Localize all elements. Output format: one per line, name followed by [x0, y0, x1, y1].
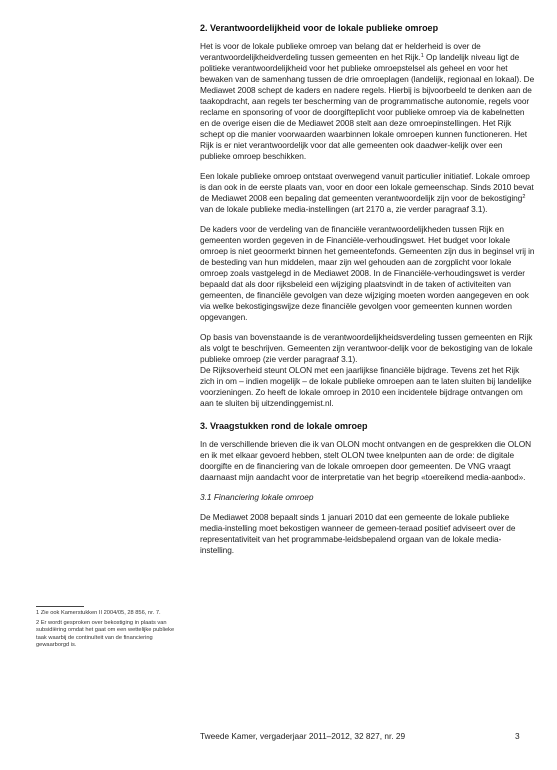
section-2-paragraph-2 [200, 171, 535, 215]
section-2-paragraph-1-text: de verantwoordelijkheidverdeling tussen gemeenten en het Rijk. [200, 41, 481, 62]
footnote-ref-2[interactable]: 2 [522, 194, 526, 200]
page-footer: Tweede Kamer, vergaderjaar 2011–2012, 32 827, nr. 29 [200, 731, 406, 741]
section-2-paragraph-5: De Rijksoverheid steunt OLON met een jaarlijkse financiële bijdrage. Tevens zet het Rijk zich in om – indien mogelijk – de lokale publieke omroepen aan te laten sluiten bij landelijke voorzieningen. Zo heeft de lokale omroep in 2010 een incidentele bijdrage ontvangen om aan te sluiten bij uitzendinggemist.nl. [200, 365, 532, 408]
section-3-title: 3. Vraagstukken rond de lokale omroep [200, 421, 368, 431]
section-2-paragraph-2-text: Een lokale publieke omroep ontstaat overwegend vanuit particulier initiatief. Lokale omroep is dan ook in de eerste plaats van, voor en door een lokale gemeenschap. Sinds 2010 bevat de Mediawet 2008 een bepaling dat gemeenten verantwoordelijk zijn voor de bekostiging [200, 171, 534, 203]
section-2-title: 2. Verantwoordelijkheid voor de lokale publieke omroep [200, 23, 439, 33]
section-2-paragraph-1 [200, 41, 535, 162]
section-3-paragraph-2: De Mediawet 2008 bepaalt sinds 1 januari 2010 dat een gemeente de lokale publieke media-instelling moet bekostigen wanneer de gemeen-teraad positief adviseert over de representativiteit van het programmabe-leidsbepalend orgaan van de lokale media-instelling. [200, 512, 516, 555]
section-3-paragraph-1: In de verschillende brieven die ik van OLON mocht ontvangen en de gesprekken die OLON en ik met elkaar gevoerd hebben, stelt OLON twee knelpunten aan de orde: de digitale doorgifte en de financiering van de lokale omroepen door gemeenten. De VNG vraagt daarnaast mijn aandacht voor de interpretatie van het begrip «toereikend media-aanbod». [200, 439, 532, 482]
section-2-paragraph-1-line: Het is voor de lokale publieke omroep van belang dat er helderheid is over [200, 41, 470, 51]
main-column [200, 22, 535, 565]
footnote-ref-1[interactable]: 1 [420, 53, 424, 59]
section-2-paragraph-1-rest: Op landelijk niveau ligt de politieke verantwoordelijkheid voor het publieke omroepstelsel als geheel en voor het bewaken van de samenhang tussen de drie omroeplagen (landelijk, regionaal en lokaal). De Mediawet 2008 schept de kaders en nadere regels. Hierbij is bijvoorbeeld te denken aan de taakopdracht, aan regels ter bescherming van de programmatische autonomie, regels voor reclame en sponsoring of voor de doorgifteplicht voor publieke omroep via de kabelnetten en de overige eisen die de Mediawet 2008 stelt aan deze omroepinstellingen. Het Rijk schept op die manier voorwaarden waarbinnen lokale omroepen kunnen functioneren. Het Rijk is er niet verantwoordelijk voor dat alle gemeenten ook daadwer-kelijk over een publieke omroep beschikken. [200, 52, 535, 161]
section-2-paragraph-2-rest: van de lokale publieke media-instellingen (art 2170 a, zie verder paragraaf 3.1). [200, 204, 488, 214]
section-2-paragraph-4: Op basis van bovenstaande is de verantwoordelijkheidsverdeling tussen gemeenten en Rijk als volgt te beschrijven. Gemeenten zijn verantwoor-delijk voor de bekostiging van de lokale publieke omroep (zie verder paragraaf 3.1). [200, 332, 533, 364]
page-number: 3 [515, 731, 520, 741]
footnote-2: 2 Er wordt gesproken over bekostiging in plaats van subsidiëring omdat het gaat om een wettelijke publieke taak waarbij de continuïteit van de financiering gewaarborgd is. [36, 619, 175, 649]
footnote-1: 1 Zie ook Kamerstukken II 2004/05, 28 856, nr. 7. [36, 610, 161, 616]
section-2-paragraph-3: De kaders voor de verdeling van de financiële verantwoordelijkheden tussen Rijk en gemeenten worden gegeven in de Financiële-verhoudingswet. Het budget voor lokale omroep is niet geoormerkt binnen het gemeentefonds. Gemeenten zijn dus in beginsel vrij in de besteding van hun middelen, maar zijn wel gehouden aan de zorgplicht voor lokale omroep zoals vastgelegd in de Mediawet 2008. In de Financiële-verhoudingswet is verder bepaald dat als door rijksbeleid een wijziging plaatsvindt in de taken of activiteiten van gemeenten, de financiële gevolgen van deze wijziging moeten worden aangegeven en ook via welke bekostigingswijze deze financiële gevolgen voor gemeenten kunnen worden opgevangen. [200, 224, 535, 322]
footnote-divider [36, 606, 84, 607]
subsection-3-1-title: 3.1 Financiering lokale omroep [200, 492, 314, 502]
footnotes [36, 610, 186, 652]
